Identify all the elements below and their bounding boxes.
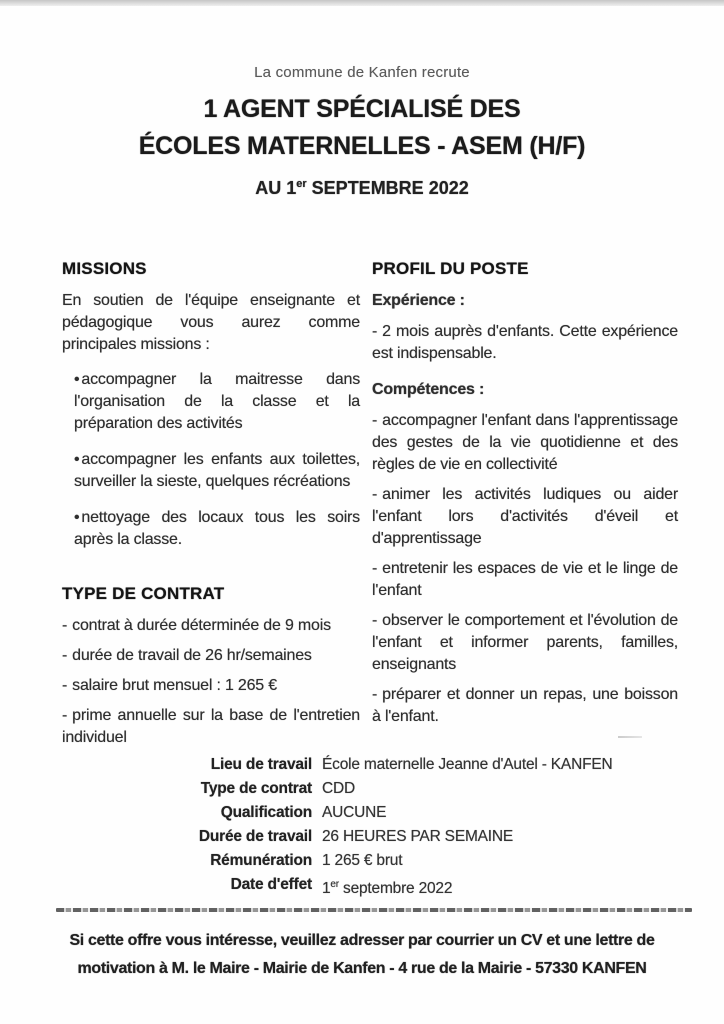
row-label: Qualification: [220, 804, 312, 821]
mission-item-text: accompagner les enfants aux toilettes, surveiller la sieste, quelques récréations: [74, 451, 360, 490]
bullet-marker: •: [74, 371, 80, 388]
recruiter-line: La commune de Kanfen recrute: [254, 64, 470, 81]
dash-marker: -: [372, 486, 378, 503]
contract-item-text: durée de travail de 26 hr/semaines: [72, 647, 312, 664]
row-value: 1 265 € brut: [322, 852, 403, 869]
job-title: [0, 91, 724, 165]
row-value: École maternelle Jeanne d'Autel - KANFEN: [322, 756, 613, 773]
row-value: AUCUNE: [322, 804, 387, 821]
dash-marker: -: [372, 686, 378, 703]
contract-item-text: salaire brut mensuel : 1 265 €: [72, 677, 277, 694]
row-value: [322, 874, 452, 900]
row-label: Lieu de travail: [210, 756, 312, 773]
missions-heading: MISSIONS: [62, 259, 147, 278]
row-label: Type de contrat: [200, 780, 312, 797]
competence-item-text: préparer et donner un repas, une boisson à l'enfant.: [372, 686, 678, 725]
start-date-prefix: AU 1: [255, 178, 297, 198]
effect-date-suffix: septembre 2022: [338, 880, 453, 898]
start-date-ordinal: er: [296, 178, 307, 190]
start-date-suffix: SEPTEMBRE 2022: [306, 178, 469, 198]
contract-item: [62, 675, 360, 697]
missions-intro: En soutien de l'équipe enseignante et pédagogique vous aurez comme principales missions :: [62, 292, 360, 353]
contract-item-text: prime annuelle sur la base de l'entretien individuel: [62, 707, 360, 746]
row-label: Durée de travail: [198, 828, 312, 845]
competence-item: [372, 484, 678, 550]
scan-edge-artifact: [0, 0, 724, 6]
row-label: Date d'effet: [230, 876, 312, 893]
experience-item: [372, 321, 678, 365]
mission-item: [62, 369, 360, 435]
profile-column: [372, 258, 678, 736]
table-row: [140, 778, 660, 800]
job-summary-table: [140, 754, 660, 902]
application-instructions: Si cette offre vous intéresse, veuillez adresser par courrier un CV et une lettre de motivation à M. le Maire - Mairie de Kanfen - 4 rue de la Mairie - 57330 KANFEN: [69, 932, 655, 977]
dash-marker: -: [372, 323, 378, 340]
contract-heading: TYPE DE CONTRAT: [62, 584, 225, 603]
contract-item: [62, 645, 360, 667]
competence-item-text: animer les activités ludiques ou aider l'enfant lors d'activités d'éveil et d'apprentissage: [372, 486, 678, 547]
dash-marker: -: [372, 560, 378, 577]
row-label: Rémunération: [210, 852, 312, 869]
experience-label: Expérience :: [372, 292, 465, 309]
competence-item-text: observer le comportement et l'évolution de l'enfant et informer parents, familles, enseignants: [372, 612, 678, 673]
row-value: CDD: [322, 780, 355, 797]
table-row: [140, 850, 660, 872]
mission-item: [62, 507, 360, 551]
start-date-line: [0, 178, 724, 199]
mission-item: [62, 449, 360, 493]
job-title-line1: 1 AGENT SPÉCIALISÉ DES: [203, 95, 521, 123]
competence-item-text: accompagner l'enfant dans l'apprentissage des gestes de la vie quotidienne et des règles de vie en collectivité: [372, 412, 678, 473]
experience-item-text: 2 mois auprès d'enfants. Cette expérience est indispensable.: [372, 323, 678, 362]
table-row: [140, 754, 660, 776]
dash-marker: -: [62, 707, 68, 724]
contract-item: [62, 615, 360, 637]
dash-marker: -: [372, 412, 378, 429]
contract-item-text: contrat à durée déterminée de 9 mois: [72, 617, 331, 634]
competence-item-text: entretenir les espaces de vie et le linge de l'enfant: [372, 560, 678, 599]
competence-item: [372, 684, 678, 728]
dash-marker: -: [62, 617, 68, 634]
effect-date-ordinal: er: [330, 879, 339, 890]
effect-date-prefix: 1: [322, 880, 331, 898]
table-row: [140, 802, 660, 824]
dash-marker: -: [62, 677, 68, 694]
table-row: [140, 826, 660, 848]
job-title-line2: ÉCOLES MATERNELLES - ASEM (H/F): [138, 132, 586, 160]
contract-item: [62, 705, 360, 749]
competence-item: [372, 558, 678, 602]
table-row: [140, 874, 660, 900]
dash-marker: -: [372, 612, 378, 629]
document-header: [0, 64, 724, 199]
mission-item-text: nettoyage des locaux tous les soirs après la classe.: [74, 509, 360, 548]
mission-item-text: accompagner la maitresse dans l'organisation de la classe et la préparation des activités: [74, 371, 360, 432]
row-value: 26 HEURES PAR SEMAINE: [322, 828, 514, 845]
competence-item: [372, 410, 678, 476]
competence-item: [372, 610, 678, 676]
dash-marker: -: [62, 647, 68, 664]
profile-heading: PROFIL DU POSTE: [372, 259, 529, 278]
dashed-divider-line: [56, 908, 692, 912]
scan-smudge-artifact: [618, 736, 642, 738]
bullet-marker: •: [74, 451, 80, 468]
bullet-marker: •: [74, 509, 80, 526]
competences-label: Compétences :: [372, 381, 485, 398]
missions-column: [62, 258, 360, 757]
